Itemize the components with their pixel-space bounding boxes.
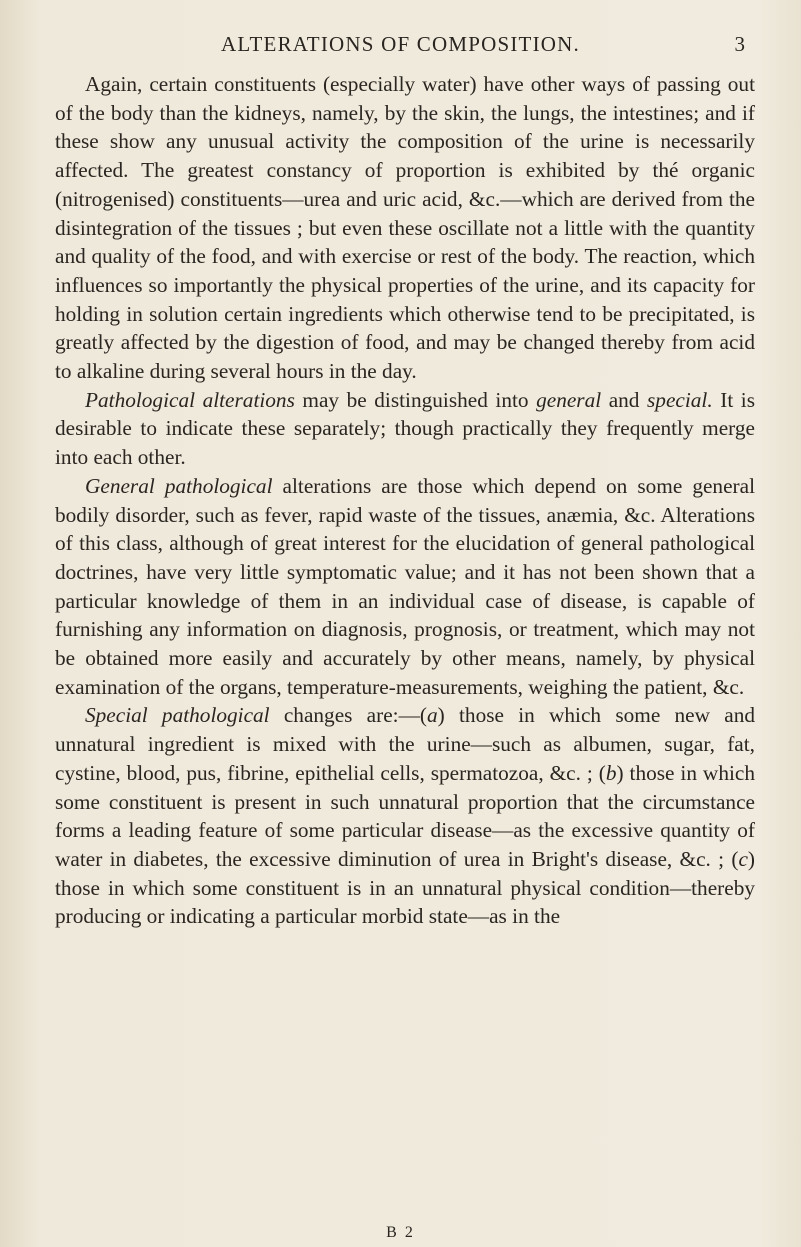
italic-text: b: [605, 760, 617, 785]
text-run: and: [601, 387, 648, 412]
text-run: ) those in which some constituent is present in such unnatural proportion that the circumstance forms a leading feature of some particular disease—as the excessive quantity of water in diabetes, the excessive diminution of urea in Bright's disease, &c. ; (: [55, 760, 755, 871]
body-text: [55, 70, 755, 931]
paragraph: [55, 386, 755, 472]
paragraph: [55, 701, 755, 931]
paragraph: [55, 70, 755, 386]
text-run: Again, certain constituents (especially water) have other ways of passing out of the body than the kidneys, namely, by the skin, the lungs, the intestines; and if these show any unusual activity the composition of the urine is necessarily affected. The greatest constancy of proportion is exhibited by thé organic (nitrogenised) constituents—urea and uric acid, &c.—which are derived from the disintegration of the tissues ; but even these oscillate not a little with the quantity and quality of the food, and with exercise or rest of the body. The reaction, which influences so importantly the physical properties of the urine, and its capacity for holding in solution certain ingredients which otherwise tend to be precipitated, is greatly affected by the digestion of food, and may be changed thereby from acid to alkaline during several hours in the day.: [55, 72, 755, 384]
italic-text: special.: [647, 387, 713, 412]
signature-mark: B 2: [386, 1224, 415, 1241]
italic-text: a: [427, 703, 438, 728]
italic-text: Special pathological: [85, 703, 270, 728]
text-run: It is desirable to indicate these separately; though practically they frequently merge into each other.: [55, 387, 755, 470]
italic-text: c: [738, 846, 748, 871]
italic-text: general: [536, 387, 602, 412]
page-header: [0, 32, 801, 62]
text-run: may be distinguished into: [294, 387, 537, 412]
italic-text: Pathological alterations: [85, 387, 295, 412]
text-run: alterations are those which depend on some general bodily disorder, such as fever, rapid waste of the tissues, anæmia, &c. Alterations of this class, although of great interest for the elucidation of general pathological doctrines, have very little symptomatic value; and it has not been shown that a particular knowledge of them in an individual case of disease, is capable of furnishing any information on diagnosis, prognosis, or treatment, which may not be obtained more easily and accurately by other means, namely, by physical examination of the organs, temperature-measurements, weighing the patient, &c.: [55, 473, 755, 699]
text-run: changes are:—(: [269, 703, 427, 728]
paragraph: [55, 472, 755, 702]
running-title: ALTERATIONS OF COMPOSITION.: [221, 32, 580, 56]
page-number: 3: [734, 32, 745, 56]
italic-text: General pathological: [85, 473, 273, 498]
text-run: ) those in which some new and unnatural ingredient is mixed with the urine—such as albumen, sugar, fat, cystine, blood, pus, fibrine, epithelial cells, spermatozoa, &c. ; (: [55, 703, 755, 785]
text-run: ) those in which some constituent is in an unnatural physical condition—thereby producing or indicating a particular morbid state—as in the: [55, 846, 755, 929]
